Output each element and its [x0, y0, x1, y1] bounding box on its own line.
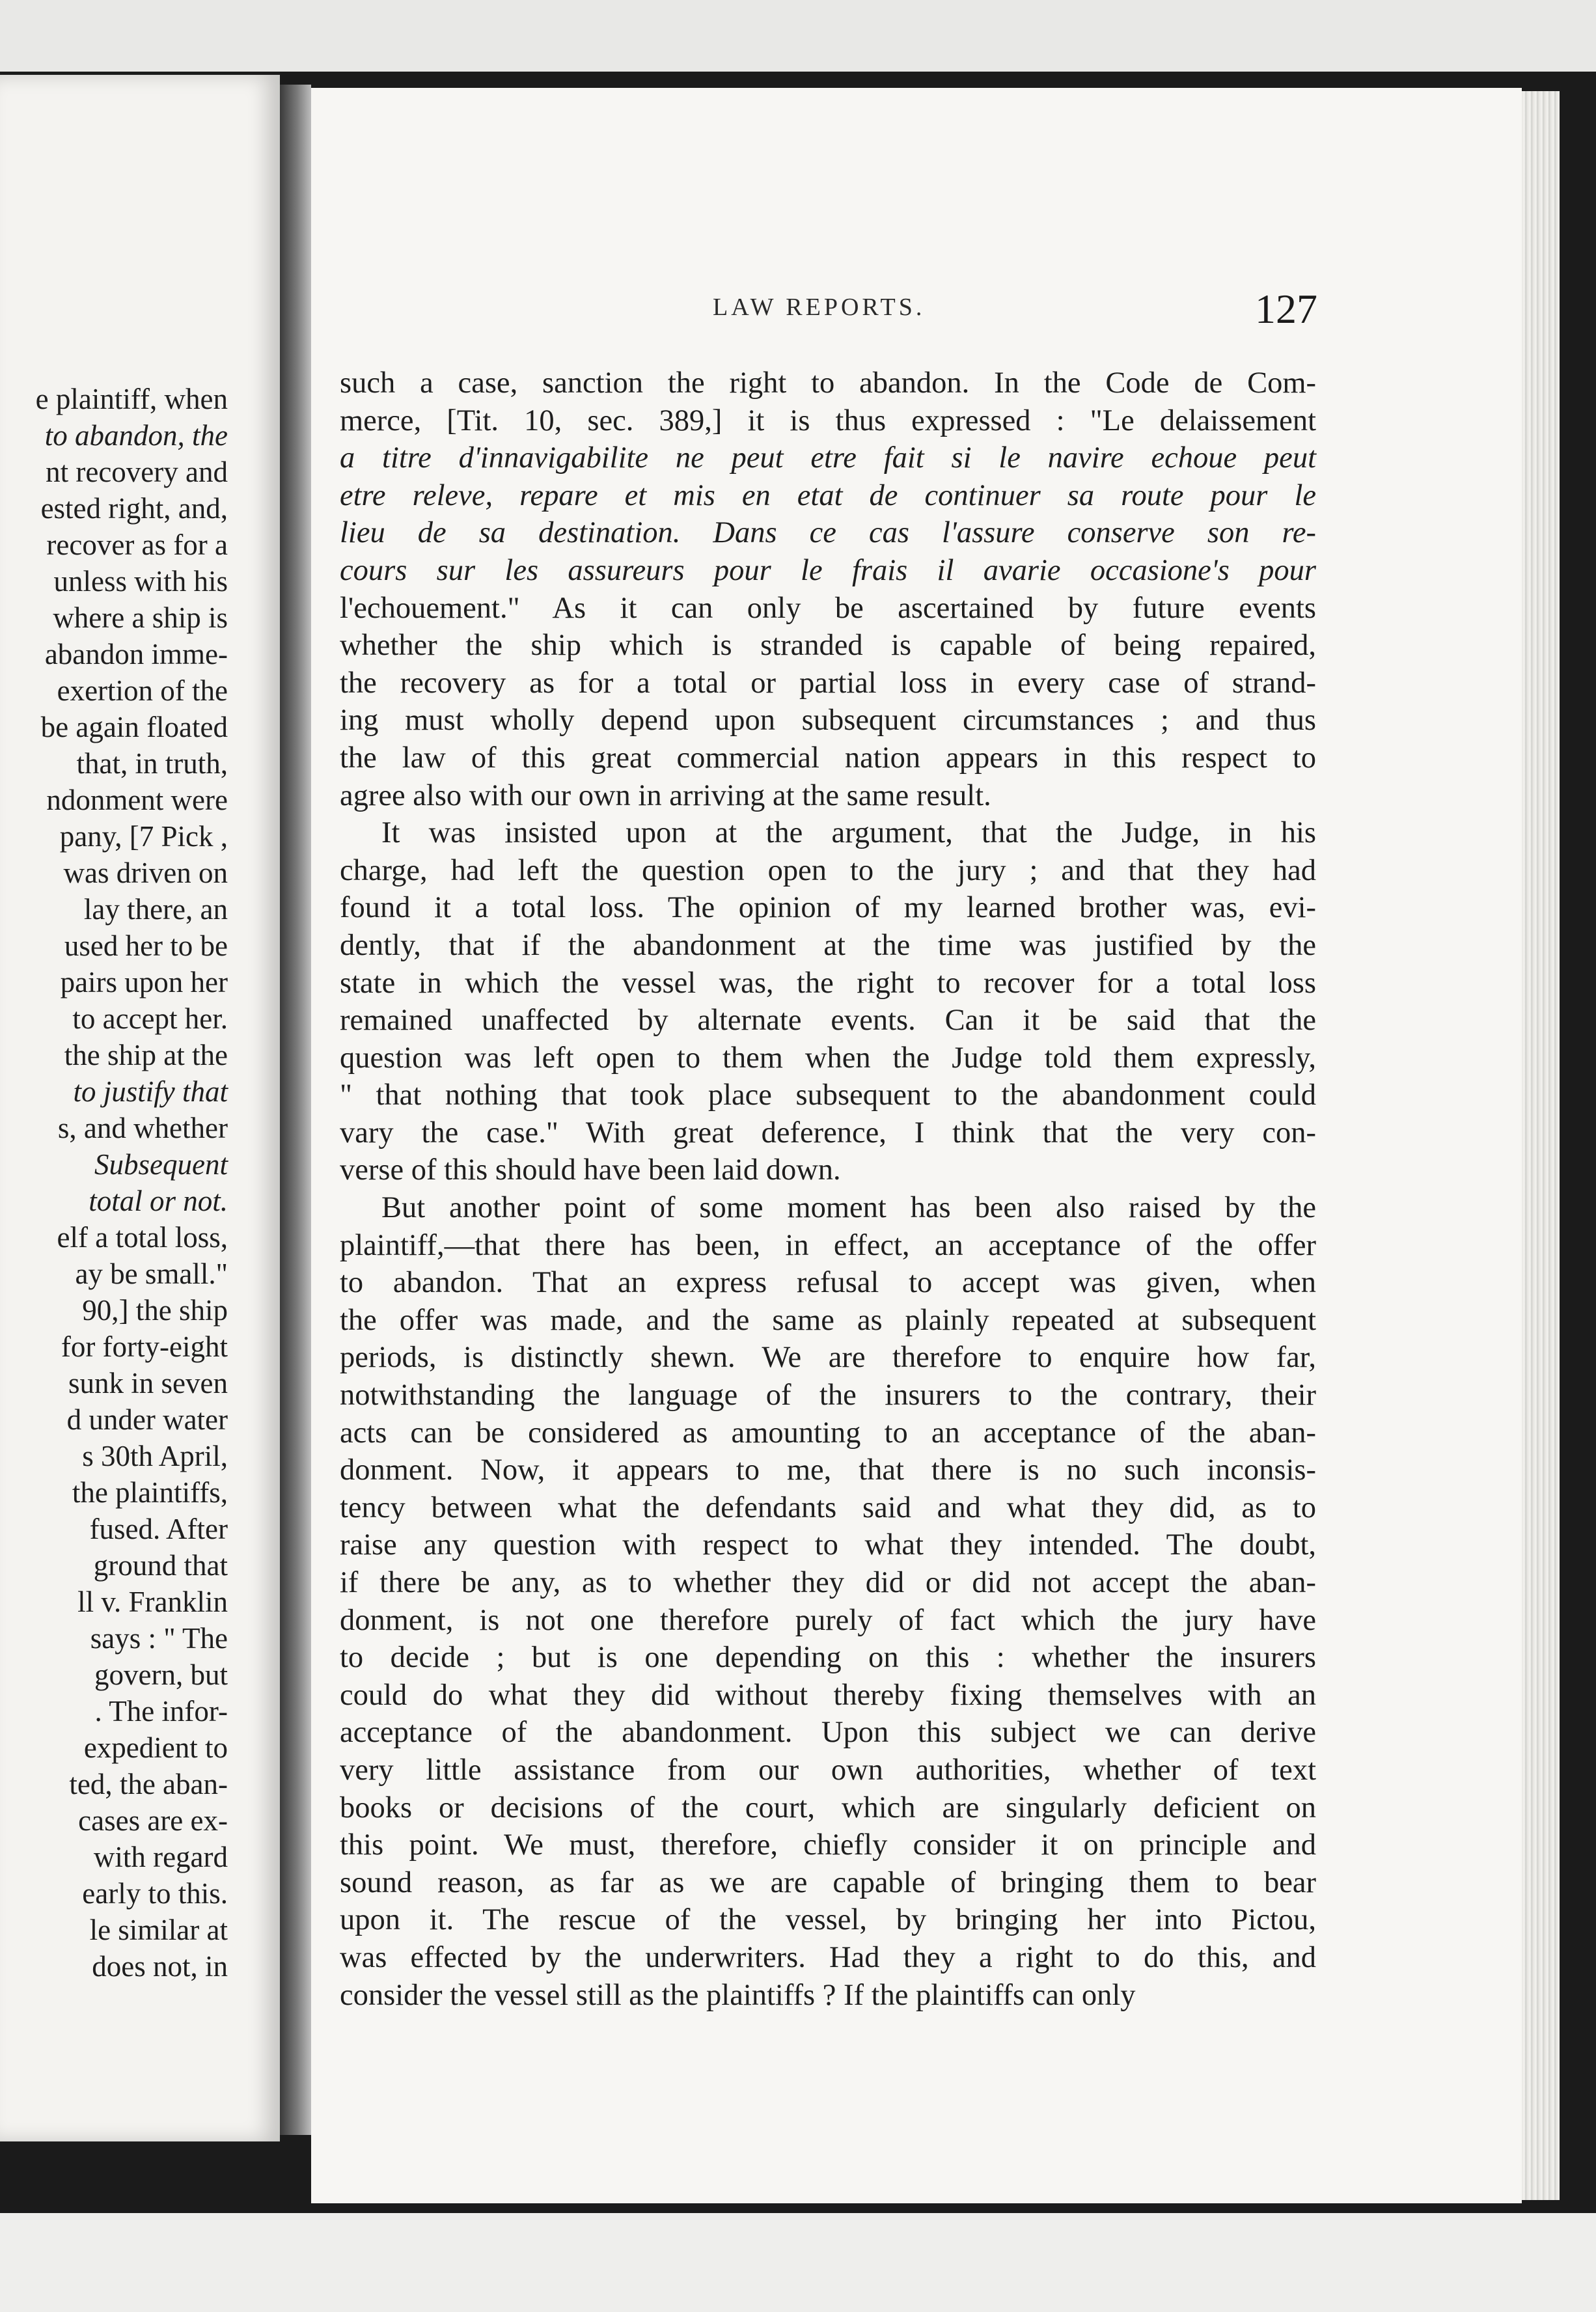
body-line: could do what they did without thereby fixing themselves with an [340, 1678, 1316, 1712]
left-page-line: . The infor- [94, 1695, 228, 1727]
left-page-line: expedient to [83, 1731, 228, 1764]
body-line: was effected by the underwriters. Had they a right to do this, and [340, 1940, 1316, 1974]
left-page-line: the ship at the [64, 1039, 228, 1071]
body-line: periods, is distinctly shewn. We are therefore to enquire how far, [340, 1341, 1316, 1375]
body-line: acts can be considered as amounting to an acceptance of the aban- [340, 1416, 1316, 1450]
left-page-line: Subsequent [94, 1148, 228, 1181]
left-page-line: sunk in seven [68, 1367, 228, 1399]
body-line: tency between what the defendants said and what they did, as to [340, 1491, 1316, 1524]
left-page-line: lay there, an [83, 893, 228, 926]
body-line: question was left open to them when the Judge told them expressly, [340, 1041, 1316, 1075]
left-page-line: to abandon, the [44, 419, 228, 452]
body-line: books or decisions of the court, which are singularly deficient on [340, 1791, 1316, 1824]
body-line: found it a total loss. The opinion of my learned brother was, evi- [340, 891, 1316, 925]
body-line: donment, is not one therefore purely of fact which the jury have [340, 1603, 1316, 1637]
body-line: ing must wholly depend upon subsequent circumstances ; and thus [340, 704, 1316, 737]
left-page-line: pany, [7 Pick , [59, 820, 228, 853]
left-page-line: cases are ex- [78, 1804, 228, 1837]
left-page-line: recover as for a [46, 529, 228, 561]
left-page-line: total or not. [89, 1185, 228, 1217]
body-line: verse of this should have been laid down. [340, 1153, 841, 1187]
body-line: sound reason, as far as we are capable of bringing them to bear [340, 1865, 1316, 1899]
left-page-line: used her to be [64, 929, 228, 962]
body-text [340, 365, 1316, 2014]
left-page-line: to justify that [73, 1075, 228, 1108]
left-page-line: 90,] the ship [82, 1294, 228, 1327]
left-page-line: was driven on [63, 857, 228, 889]
body-line: notwithstanding the language of the insurers to the contrary, their [340, 1379, 1316, 1412]
body-line: merce, [Tit. 10, sec. 389,] it is thus expressed : "Le delaissement [340, 404, 1316, 437]
body-line: But another point of some moment has been also raised by the [381, 1191, 1316, 1225]
body-line: plaintiff,—that there has been, in effect, an acceptance of the offer [340, 1228, 1316, 1262]
left-page-line: early to this. [82, 1877, 228, 1910]
body-line: agree also with our own in arriving at the same result. [340, 778, 991, 812]
page-number: 127 [1255, 286, 1317, 332]
left-page-line: elf a total loss, [57, 1221, 228, 1254]
body-line: the law of this great commercial nation appears in this respect to [340, 741, 1316, 775]
left-page-line: abandon imme- [44, 638, 228, 670]
body-line: donment. Now, it appears to me, that there is no such inconsis- [340, 1453, 1316, 1487]
left-page-line: le similar at [89, 1914, 228, 1946]
running-header: LAW REPORTS. [713, 294, 926, 321]
body-line: if there be any, as to whether they did or did not accept the aban- [340, 1566, 1316, 1599]
body-line: lieu de sa destination. Dans ce cas l'assure conserve son re- [340, 516, 1316, 550]
left-page-text [0, 381, 228, 1985]
left-page-line: ground that [93, 1549, 228, 1582]
left-page-line: s 30th April, [82, 1440, 228, 1472]
body-line: vary the case." With great deference, I think that the very con- [340, 1116, 1316, 1149]
body-line: " that nothing that took place subsequent to the abandonment could [340, 1079, 1316, 1112]
body-line: to abandon. That an express refusal to accept was given, when [340, 1266, 1316, 1300]
left-page-line: nt recovery and [46, 456, 228, 488]
left-page-line: ay be small." [75, 1258, 228, 1290]
left-page-line: says : " The [90, 1622, 228, 1655]
left-page-line: e plaintiff, when [35, 383, 228, 415]
scan-background-top [0, 0, 1596, 72]
body-line: the recovery as for a total or partial loss in every case of strand- [340, 666, 1316, 700]
left-page-line: where a ship is [53, 601, 228, 634]
left-page-line: does not, in [92, 1950, 228, 1983]
left-page-line: that, in truth, [76, 747, 228, 780]
left-page-line: for forty-eight [61, 1330, 228, 1363]
left-page-line: ted, the aban- [69, 1768, 228, 1800]
left-page-line: the plaintiffs, [72, 1476, 228, 1509]
body-line: the offer was made, and the same as plainly repeated at subsequent [340, 1303, 1316, 1337]
body-line: very little assistance from our own authorities, whether of text [340, 1753, 1316, 1787]
page-edges [1522, 91, 1560, 2200]
left-page-line: govern, but [94, 1658, 228, 1691]
body-line: cours sur les assureurs pour le frais il avarie occasione's pour [340, 553, 1316, 587]
body-line: dently, that if the abandonment at the time was justified by the [340, 928, 1316, 962]
left-page-line: ndonment were [46, 784, 228, 816]
body-line: raise any question with respect to what they intended. The doubt, [340, 1528, 1316, 1562]
book-gutter [280, 85, 311, 2135]
left-page-line: ll v. Franklin [77, 1586, 228, 1618]
body-line: to decide ; but is one depending on this : whether the insurers [340, 1641, 1316, 1675]
body-line: a titre d'innavigabilite ne peut etre fait si le navire echoue peut [340, 441, 1316, 475]
body-line: charge, had left the question open to the jury ; and that they had [340, 853, 1316, 887]
body-line: It was insisted upon at the argument, that the Judge, in his [381, 816, 1316, 850]
body-line: remained unaffected by alternate events. Can it be said that the [340, 1004, 1316, 1038]
body-line: upon it. The rescue of the vessel, by bringing her into Pictou, [340, 1903, 1316, 1937]
left-page [0, 75, 280, 2141]
body-line: l'echouement." As it can only be ascertained by future events [340, 591, 1316, 625]
body-line: state in which the vessel was, the right to recover for a total loss [340, 966, 1316, 1000]
left-page-line: pairs upon her [60, 966, 228, 998]
body-line: such a case, sanction the right to abandon. In the Code de Com- [340, 366, 1316, 400]
left-page-line: s, and whether [57, 1112, 228, 1144]
scan-background-bottom [0, 2213, 1596, 2312]
left-page-line: ested right, and, [40, 492, 228, 525]
body-line: etre releve, repare et mis en etat de continuer sa route pour le [340, 478, 1316, 512]
left-page-line: unless with his [53, 565, 228, 598]
left-page-line: d under water [66, 1403, 228, 1436]
left-page-line: to accept her. [72, 1002, 228, 1035]
left-page-line: be again floated [40, 711, 228, 743]
body-line: consider the vessel still as the plaintiffs ? If the plaintiffs can only [340, 1978, 1136, 2012]
body-line: acceptance of the abandonment. Upon this subject we can derive [340, 1716, 1316, 1750]
left-page-line: exertion of the [57, 674, 228, 707]
left-page-line: fused. After [89, 1513, 228, 1545]
body-line: whether the ship which is stranded is capable of being repaired, [340, 629, 1316, 663]
body-line: this point. We must, therefore, chiefly consider it on principle and [340, 1828, 1316, 1862]
left-page-line: with regard [93, 1841, 228, 1873]
